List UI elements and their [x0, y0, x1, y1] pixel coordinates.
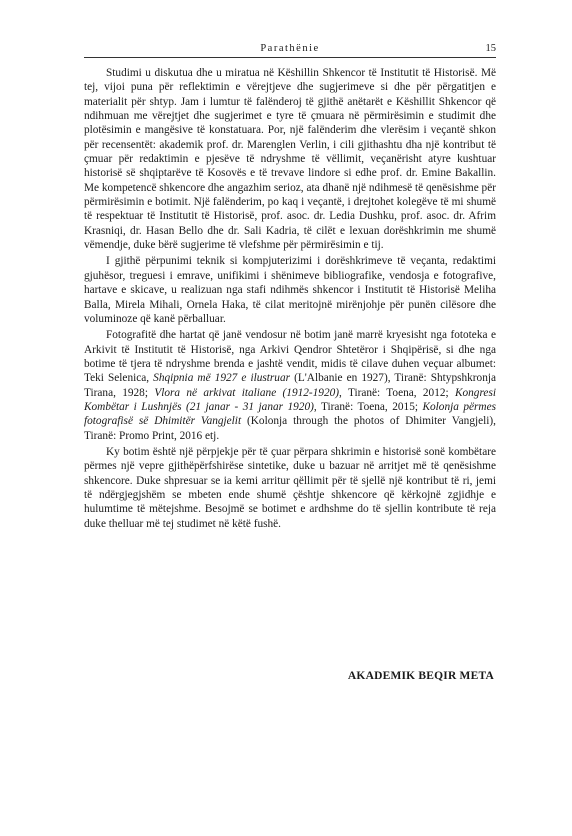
paragraph	[84, 445, 496, 531]
italic-title: Kongresi Kombëtar i Lushnjës (21 janar - 31 janar 1920)	[84, 386, 496, 413]
paragraph	[84, 66, 496, 252]
italic-title: Shqipnia më 1927 e ilustruar	[153, 372, 290, 385]
paragraph	[84, 328, 496, 443]
italic-title: Vlora në arkivat italiane (1912-1920)	[154, 386, 340, 399]
text-segment: Fotografitë dhe hartat që janë vendosur në botim janë marrë kryesisht nga fototeka e Arkivit të Institutit të Historisë, nga Arkivi Qendror Shtetëror i Shqipërisë, si dhe nga botime të tjera të ndryshme brenda e jashtë vendit, midis të cilave duhen veçuar albumet: Teki Selenica,	[84, 329, 496, 385]
text-segment: , Tiranë: Toena, 2012;	[339, 386, 455, 399]
text-segment: I gjithë përpunimi teknik si kompjuterizimi i dorëshkrimeve të veçanta, redaktimi gjuhësor, treguesi i emrave, unifikimi i shënimeve bibliografike, vendosja e fotografive, hartave e skicave, u realizuan nga stafi ndihmës shkencor i Institutit të Historisë Meliha Balla, Mirela Mihali, Ornela Haka, të cilat meritojnë mirënjohje për punën cilësore dhe voluminoze që kanë përballuar.	[84, 255, 496, 325]
body-text	[84, 66, 496, 531]
paragraph	[84, 254, 496, 326]
text-segment: (Kolonja through the photos of Dhimiter Vangjeli), Tiranë: Promo Print, 2016 etj.	[84, 415, 496, 442]
signature: AKADEMIK BEQIR META	[347, 670, 494, 682]
text-segment: (L'Albanie en 1927), Tiranë: Shtypshkronja Tirana, 1928;	[84, 372, 496, 399]
text-segment: , Tiranë: Toena, 2015;	[313, 400, 423, 413]
text-segment: Ky botim është një përpjekje për të çuar përpara shkrimin e historisë sonë kombëtare përmes një vepre gjithëpërfshirëse sintetike, duke u bazuar në arritjet më të qenësishme shkencore. Duke shpresuar se ia kemi arritur qëllimit për të sjellë një kontribut të ri, jemi të ndërgjegjshëm se mbeten ende shumë çështje shkencore që kërkojnë zgjidhje e hulumtime të mëtejshme. Besojmë se botimet e ardhshme do të sjellin kontribute të reja duke thelluar më tej studimet në këtë fushë.	[84, 445, 496, 530]
page-number: 15	[485, 43, 496, 54]
header-title: Parathënie	[260, 43, 320, 54]
text-segment: Studimi u diskutua dhe u miratua në Këshillin Shkencor të Institutit të Historisë. Më tej, vijoi puna për reflektimin e vërejtjeve dhe sugjerimeve si dhe për përgatitjen e materialit për shtyp. Jam i lumtur të falënderoj të gjithë anëtarët e Këshillit Shkencor që ndihmuan me vërejtjet dhe sugjerimet e tyre të çmuara në përmirësimin e studimit dhe plotësimin e mangësive të konstatuara. Por, një falënderim dhe vlerësim i veçantë shkon për recensentët: akademik prof. dr. Marenglen Verlin, i cili gjithashtu dha një kontribut të çmuar për redaktimin e pjesëve të ndryshme të vëllimit, veçanërisht atyre kushtuar historisë së shqiptarëve të Kosovës e të trevave lindore si edhe prof. dr. Emine Bakallin. Me kompetencë shkencore dhe angazhim serioz, ata dhanë një ndihmesë të qenësishme për përmirësimin e botimit. Një falënderim, po kaq i veçantë, i drejtohet kolegëve të mi shumë të respektuar të Institutit të Historisë, prof. asoc. dr. Ledia Dushku, prof. asoc. dr. Afrim Krasniqi, dr. Hasan Bello dhe dr. Sali Kadria, të cilët e lexuan dorëshkrimin me shumë vëmendje, duke bërë sugjerime të vlefshme për përmirësimin e tij.	[84, 67, 496, 252]
italic-title: Kolonja përmes fotografisë së Dhimitër Vangjelit	[84, 400, 496, 428]
running-header	[84, 42, 496, 58]
